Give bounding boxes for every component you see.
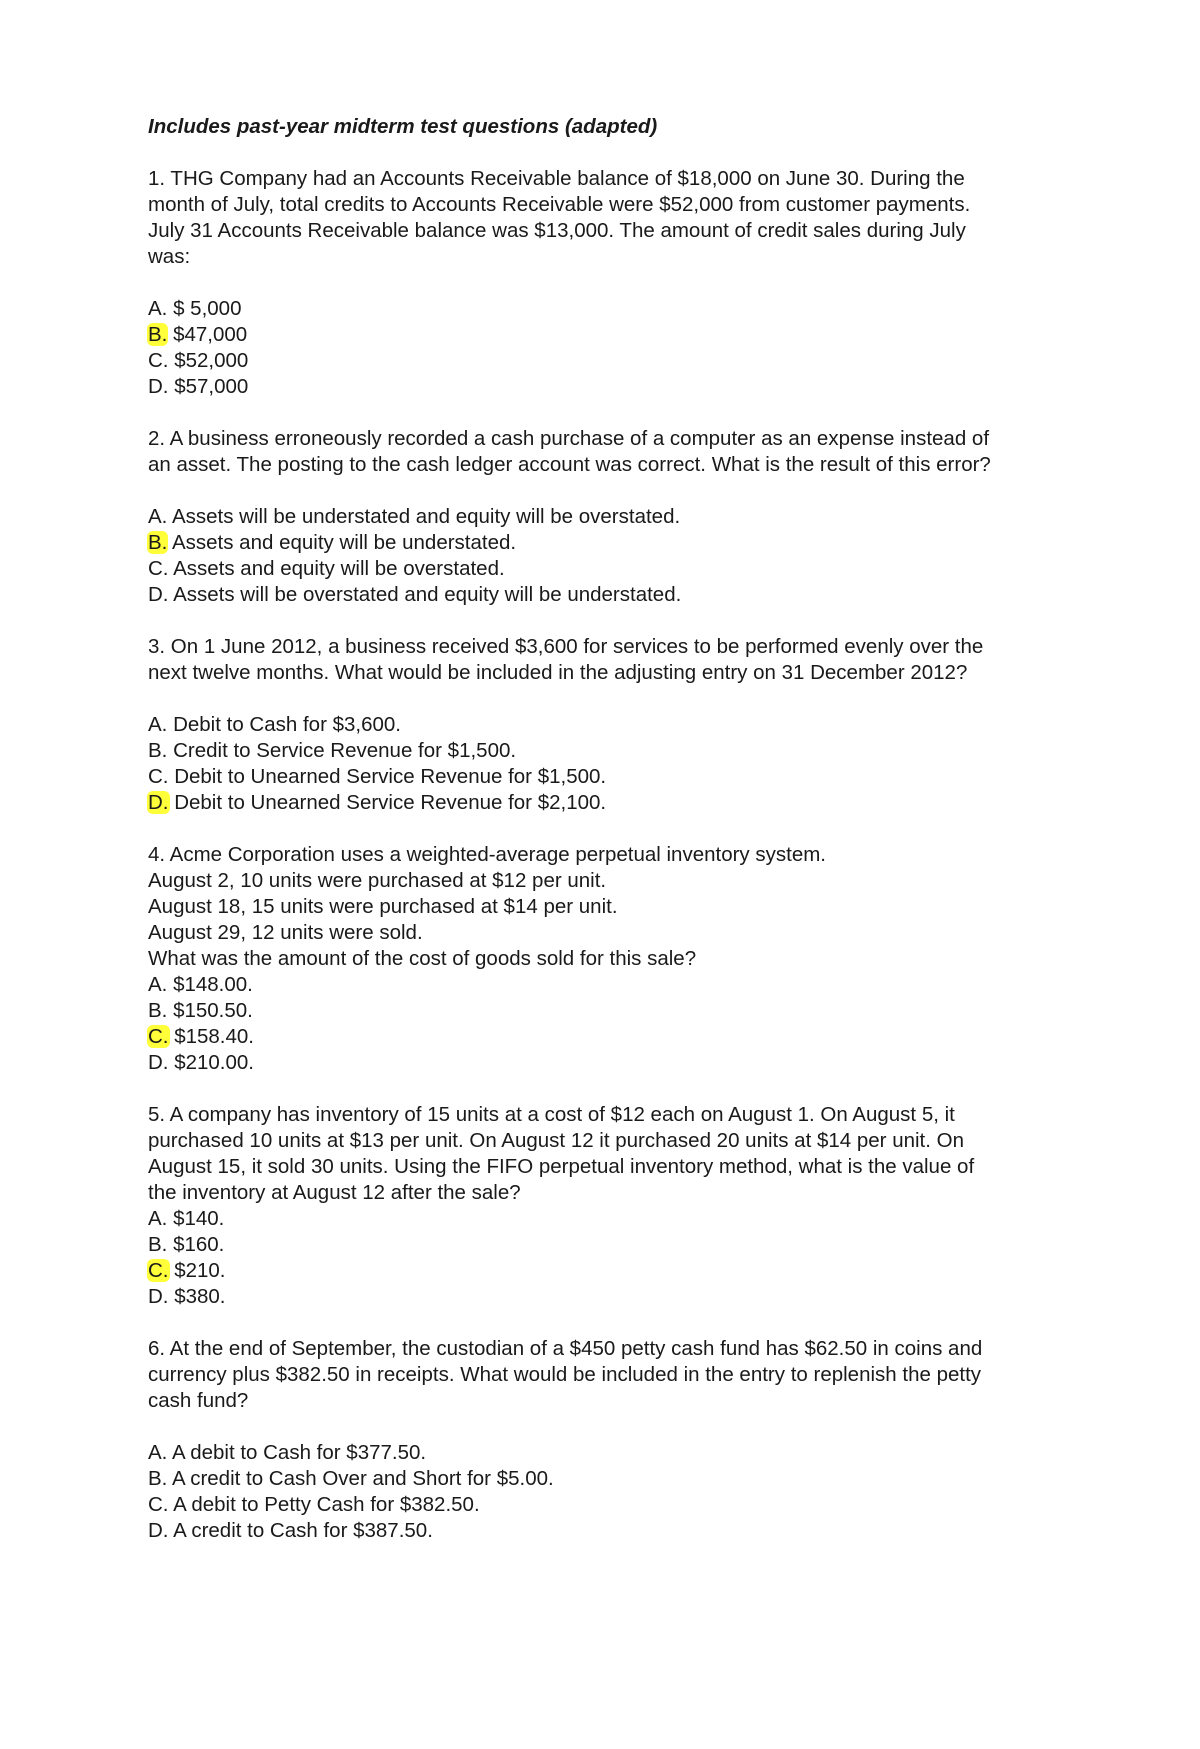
question-6 [148, 1336, 1088, 1544]
answer-options [148, 1206, 1088, 1310]
answer-letter: C. [148, 765, 169, 788]
answer-letter: C. [148, 349, 169, 372]
answer-text: Debit to Unearned Service Revenue for $2,100. [174, 791, 607, 814]
answer-option [148, 1492, 1088, 1518]
answer-letter: C. [148, 557, 169, 580]
question-line: currency plus $382.50 in receipts. What would be included in the entry to replenish the petty [148, 1363, 982, 1386]
question-line: an asset. The posting to the cash ledger account was correct. What is the result of this error? [148, 453, 991, 476]
question-line: 2. A business erroneously recorded a cash purchase of a computer as an expense instead of [148, 427, 990, 450]
answer-option [148, 322, 1088, 348]
answer-letter: D. [148, 375, 169, 398]
answer-text: $210. [174, 1259, 226, 1282]
answer-letter-highlighted: B. [148, 531, 168, 554]
answer-text: $158.40. [174, 1025, 255, 1048]
question-line: next twelve months. What would be included in the adjusting entry on 31 December 2012? [148, 661, 968, 684]
answer-option [148, 972, 1088, 998]
answer-options [148, 504, 1088, 608]
answer-options [148, 296, 1088, 400]
answer-letter: A. [148, 713, 168, 736]
answer-letter: A. [148, 973, 168, 996]
page-heading: Includes past-year midterm test questions (adapted) [148, 115, 658, 138]
question-line: August 18, 15 units were purchased at $14 per unit. [148, 895, 618, 918]
question-line: 4. Acme Corporation uses a weighted-average perpetual inventory system. [148, 843, 827, 866]
question-line: 6. At the end of September, the custodian of a $450 petty cash fund has $62.50 in coins and [148, 1337, 983, 1360]
answer-option [148, 1206, 1088, 1232]
answer-text: $ 5,000 [173, 297, 242, 320]
answer-text: Assets will be overstated and equity will be understated. [173, 583, 682, 606]
question-line: month of July, total credits to Accounts Receivable were $52,000 from customer payments. [148, 193, 971, 216]
answer-text: $140. [173, 1207, 225, 1230]
answer-letter: B. [148, 1233, 168, 1256]
answer-letter: B. [148, 739, 168, 762]
answer-text: $57,000 [174, 375, 249, 398]
question-line: the inventory at August 12 after the sale? [148, 1181, 521, 1204]
answer-letter: A. [148, 1441, 168, 1464]
answer-letter: B. [148, 999, 168, 1022]
answer-option [148, 296, 1088, 322]
spacer [148, 686, 1088, 712]
question-1 [148, 166, 1088, 400]
answer-option [148, 1232, 1088, 1258]
answer-option [148, 738, 1088, 764]
question-text [148, 1102, 1088, 1206]
answer-text: $150.50. [173, 999, 253, 1022]
answer-text: $52,000 [174, 349, 249, 372]
answer-text: $47,000 [173, 323, 248, 346]
question-line: was: [148, 245, 191, 268]
answer-text: Assets and equity will be understated. [171, 531, 517, 554]
answer-option [148, 1284, 1088, 1310]
answer-letter: D. [148, 1285, 169, 1308]
question-line: August 2, 10 units were purchased at $12 per unit. [148, 869, 607, 892]
answer-option [148, 764, 1088, 790]
question-text [148, 842, 1088, 972]
answer-option [148, 1024, 1088, 1050]
question-list [148, 166, 1088, 1544]
question-line: August 29, 12 units were sold. [148, 921, 423, 944]
question-text [148, 166, 1088, 270]
answer-option [148, 1466, 1088, 1492]
question-4 [148, 842, 1088, 1076]
spacer [148, 270, 1088, 296]
answer-letter: D. [148, 1519, 169, 1542]
spacer [148, 478, 1088, 504]
answer-letter-highlighted: D. [148, 791, 169, 814]
question-line: 3. On 1 June 2012, a business received $3,600 for services to be performed evenly over the [148, 635, 984, 658]
answer-text: Credit to Service Revenue for $1,500. [173, 739, 517, 762]
answer-text: $160. [173, 1233, 225, 1256]
question-line: cash fund? [148, 1389, 249, 1412]
answer-text: A debit to Cash for $377.50. [171, 1441, 427, 1464]
answer-option [148, 1050, 1088, 1076]
answer-option [148, 790, 1088, 816]
answer-text: Debit to Cash for $3,600. [173, 713, 401, 736]
answer-option [148, 712, 1088, 738]
answer-letter: A. [148, 1207, 168, 1230]
answer-text: A credit to Cash for $387.50. [173, 1519, 433, 1542]
question-line: July 31 Accounts Receivable balance was $13,000. The amount of credit sales during July [148, 219, 966, 242]
question-line: What was the amount of the cost of goods sold for this sale? [148, 947, 697, 970]
answer-letter: D. [148, 1051, 169, 1074]
answer-letter: A. [148, 297, 168, 320]
question-line: August 15, it sold 30 units. Using the FIFO perpetual inventory method, what is the value of [148, 1155, 975, 1178]
answer-option [148, 1518, 1088, 1544]
question-text [148, 1336, 1088, 1414]
question-line: purchased 10 units at $13 per unit. On August 12 it purchased 20 units at $14 per unit. On [148, 1129, 964, 1152]
answer-option [148, 556, 1088, 582]
question-2 [148, 426, 1088, 608]
answer-letter: D. [148, 583, 169, 606]
answer-text: A debit to Petty Cash for $382.50. [173, 1493, 480, 1516]
answer-letter: C. [148, 1493, 169, 1516]
answer-option [148, 1440, 1088, 1466]
answer-letter-highlighted: C. [148, 1259, 169, 1282]
answer-text: A credit to Cash Over and Short for $5.00. [171, 1467, 554, 1490]
answer-option [148, 374, 1088, 400]
answer-text: $380. [174, 1285, 226, 1308]
document-content [148, 114, 1088, 1544]
answer-option [148, 582, 1088, 608]
spacer [148, 1414, 1088, 1440]
answer-options [148, 1440, 1088, 1544]
answer-text: $148.00. [173, 973, 253, 996]
question-line: 5. A company has inventory of 15 units at a cost of $12 each on August 1. On August 5, it [148, 1103, 955, 1126]
answer-text: Debit to Unearned Service Revenue for $1,500. [174, 765, 607, 788]
answer-letter-highlighted: C. [148, 1025, 169, 1048]
answer-text: Assets will be understated and equity will be overstated. [171, 505, 681, 528]
question-3 [148, 634, 1088, 816]
answer-option [148, 504, 1088, 530]
answer-options [148, 712, 1088, 816]
answer-option [148, 998, 1088, 1024]
answer-option [148, 530, 1088, 556]
answer-letter-highlighted: B. [148, 323, 168, 346]
answer-option [148, 348, 1088, 374]
question-5 [148, 1102, 1088, 1310]
answer-options [148, 972, 1088, 1076]
answer-text: Assets and equity will be overstated. [173, 557, 505, 580]
answer-option [148, 1258, 1088, 1284]
answer-text: $210.00. [174, 1051, 255, 1074]
question-text [148, 426, 1088, 478]
answer-letter: A. [148, 505, 168, 528]
question-line: 1. THG Company had an Accounts Receivable balance of $18,000 on June 30. During the [148, 167, 965, 190]
question-text [148, 634, 1088, 686]
answer-letter: B. [148, 1467, 168, 1490]
